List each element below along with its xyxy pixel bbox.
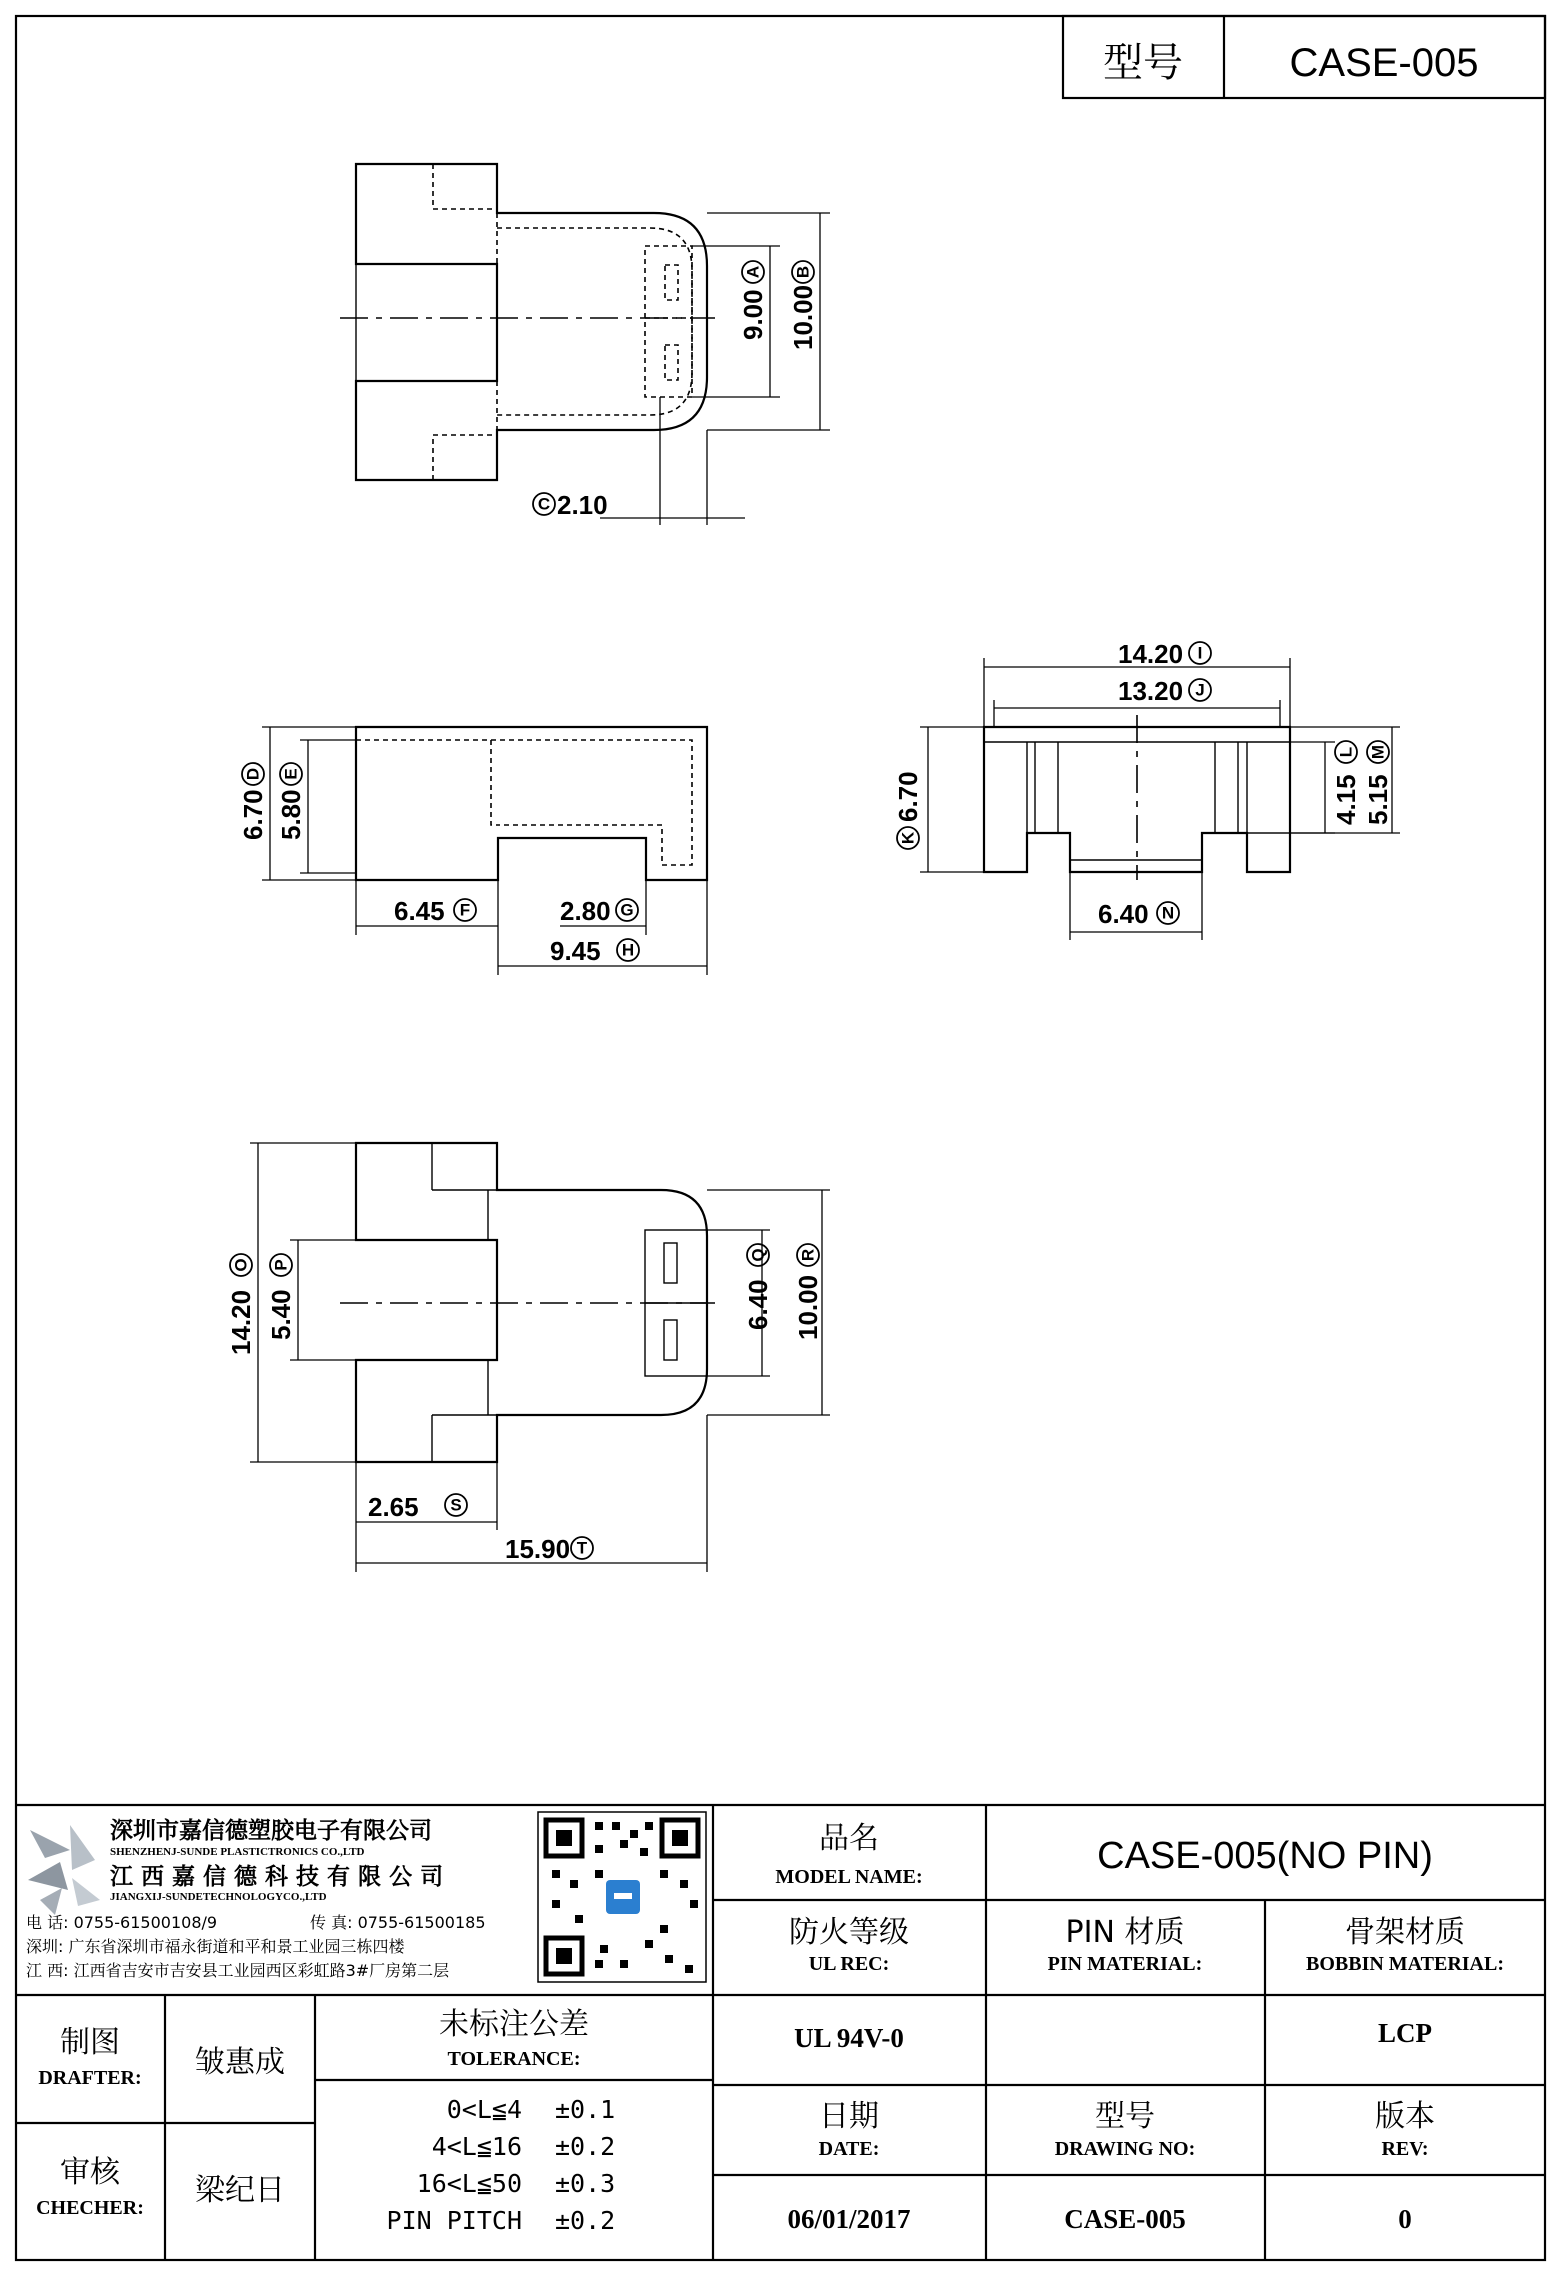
svg-text:M: M xyxy=(1368,744,1388,760)
dim-G-value: 2.80 xyxy=(560,896,611,926)
svg-text:G: G xyxy=(620,900,634,920)
svg-text:H: H xyxy=(621,940,635,960)
dim-A xyxy=(738,261,768,340)
dim-D-value: 6.70 xyxy=(238,789,268,840)
rev-value: 0 xyxy=(1398,2204,1412,2234)
dim-B-value: 10.00 xyxy=(788,284,818,350)
drafter-en: DRAFTER: xyxy=(38,2067,142,2089)
ul-rec-value: UL 94V-0 xyxy=(794,2023,904,2053)
dim-T-value: 15.90 xyxy=(505,1534,571,1564)
checker-cn: 审核 xyxy=(60,2155,120,2190)
date-cn: 日期 xyxy=(819,2099,879,2134)
header-model-label: 型号 xyxy=(1103,41,1183,85)
bottom-view xyxy=(250,1143,830,1572)
dim-Q xyxy=(743,1244,773,1330)
tolerance-en: TOLERANCE: xyxy=(447,2048,581,2070)
dim-C-value: 2.10 xyxy=(557,490,608,520)
dim-A-value: 9.00 xyxy=(738,289,768,340)
model-name-cn: 品名 xyxy=(819,1821,879,1856)
svg-text:Q: Q xyxy=(748,1248,768,1262)
dim-E xyxy=(276,763,306,840)
svg-text:D: D xyxy=(243,767,263,781)
company-fax: 传 真: 0755-61500185 xyxy=(310,1913,486,1932)
tolerance-range: PIN PITCH xyxy=(386,2206,522,2235)
svg-text:I: I xyxy=(1197,643,1203,663)
tolerance-value: ±0.3 xyxy=(555,2169,616,2198)
dim-J xyxy=(1118,676,1211,706)
company-logo xyxy=(28,1825,100,1915)
drafter-cn: 制图 xyxy=(60,2025,120,2060)
side-view xyxy=(262,727,707,975)
bobbin-material-en: BOBBIN MATERIAL: xyxy=(1306,1953,1504,1975)
dim-F xyxy=(394,896,476,926)
dim-S xyxy=(368,1492,467,1522)
dim-I xyxy=(1118,639,1211,669)
top-view xyxy=(340,164,830,525)
dim-L xyxy=(1331,741,1361,825)
svg-text:J: J xyxy=(1195,680,1205,700)
svg-text:B: B xyxy=(793,265,813,279)
dim-M xyxy=(1363,741,1393,825)
rev-cn: 版本 xyxy=(1375,2099,1435,2134)
svg-text:L: L xyxy=(1336,746,1356,758)
svg-text:A: A xyxy=(743,265,763,279)
company-name-jx-en: JIANGXIJ-SUNDETECHNOLOGYCO.,LTD xyxy=(110,1891,327,1903)
company-phone: 电 话: 0755-61500108/9 xyxy=(26,1913,218,1932)
tolerance-cn: 未标注公差 xyxy=(439,2007,589,2042)
model-name-en: MODEL NAME: xyxy=(775,1866,923,1888)
dim-F-value: 6.45 xyxy=(394,896,445,926)
dim-C xyxy=(533,490,608,520)
dim-O xyxy=(226,1254,256,1355)
dim-N-value: 6.40 xyxy=(1098,899,1149,929)
svg-text:R: R xyxy=(798,1248,818,1262)
tolerance-value: ±0.1 xyxy=(555,2095,616,2124)
company-name-jx: 江 西 嘉 信 德 科 技 有 限 公 司 xyxy=(110,1864,444,1890)
drawing-no-en: DRAWING NO: xyxy=(1054,2138,1196,2160)
company-name-sz-en: SHENZHENJ-SUNDE PLASTICTRONICS CO.,LTD xyxy=(110,1846,365,1858)
date-value: 06/01/2017 xyxy=(787,2204,911,2234)
dim-D xyxy=(238,763,268,840)
drawing-no-cn: 型号 xyxy=(1095,2099,1155,2134)
svg-text:C: C xyxy=(537,494,551,514)
dim-G xyxy=(560,896,638,926)
pin-material-en: PIN MATERIAL: xyxy=(1047,1953,1203,1975)
header-model-value: CASE-005 xyxy=(1289,41,1479,85)
company-address-jx: 江 西: 江西省吉安市吉安县工业园西区彩虹路3#厂房第二层 xyxy=(26,1961,450,1980)
ul-rec-en: UL REC: xyxy=(808,1953,890,1975)
company-name-sz: 深圳市嘉信德塑胶电子有限公司 xyxy=(110,1818,432,1844)
svg-text:E: E xyxy=(281,768,301,780)
drafter-name: 皱惠成 xyxy=(195,2045,285,2080)
rev-en: REV: xyxy=(1381,2138,1429,2160)
tolerance-value: ±0.2 xyxy=(555,2132,616,2161)
bobbin-material-cn: 骨架材质 xyxy=(1345,1915,1465,1950)
ul-rec-cn: 防火等级 xyxy=(789,1915,909,1950)
dim-R-value: 10.00 xyxy=(793,1274,823,1340)
svg-text:O: O xyxy=(231,1258,251,1272)
dim-H-value: 9.45 xyxy=(550,936,601,966)
date-en: DATE: xyxy=(818,2138,880,2160)
dim-S-value: 2.65 xyxy=(368,1492,419,1522)
company-address-sz: 深圳: 广东省深圳市福永街道和平和景工业园三栋四楼 xyxy=(26,1937,405,1956)
checker-en: CHECHER: xyxy=(36,2197,144,2219)
company-block xyxy=(26,1812,706,1982)
checker-name: 梁纪日 xyxy=(195,2173,285,2208)
pin-material-cn: PIN 材质 xyxy=(1065,1915,1185,1950)
dim-H xyxy=(550,936,639,966)
tolerance-table xyxy=(387,2095,616,2235)
tolerance-value: ±0.2 xyxy=(555,2206,616,2235)
svg-text:S: S xyxy=(450,1495,462,1515)
svg-text:N: N xyxy=(1161,903,1175,923)
svg-text:F: F xyxy=(459,900,471,920)
svg-text:K: K xyxy=(898,831,918,845)
dim-B xyxy=(788,261,818,350)
dim-T xyxy=(505,1534,593,1564)
dim-E-value: 5.80 xyxy=(276,789,306,840)
dim-R xyxy=(793,1244,823,1340)
header-model-box xyxy=(1063,16,1545,98)
bobbin-material-value: LCP xyxy=(1378,2018,1432,2048)
dim-L-value: 4.15 xyxy=(1331,774,1361,825)
dim-P-value: 5.40 xyxy=(266,1289,296,1340)
dim-K-value: 6.70 xyxy=(893,771,923,822)
dim-I-value: 14.20 xyxy=(1118,639,1184,669)
svg-text:T: T xyxy=(576,1538,588,1558)
tolerance-range: 4<L≦16 xyxy=(431,2132,522,2161)
drawing-border xyxy=(16,16,1545,2260)
model-name-value: CASE-005(NO PIN) xyxy=(1097,1835,1433,1877)
drawing-no-value: CASE-005 xyxy=(1064,2204,1186,2234)
qr-code-image xyxy=(538,1812,706,1982)
svg-text:P: P xyxy=(271,1259,291,1271)
dim-Q-value: 6.40 xyxy=(743,1279,773,1330)
tolerance-range: 16<L≦50 xyxy=(416,2169,522,2198)
dim-K xyxy=(893,771,923,849)
dim-O-value: 14.20 xyxy=(226,1289,256,1355)
dim-M-value: 5.15 xyxy=(1363,774,1393,825)
tolerance-range: 0<L≦4 xyxy=(446,2095,522,2124)
dim-N xyxy=(1098,899,1179,929)
dim-J-value: 13.20 xyxy=(1118,676,1184,706)
dim-P xyxy=(266,1254,296,1340)
